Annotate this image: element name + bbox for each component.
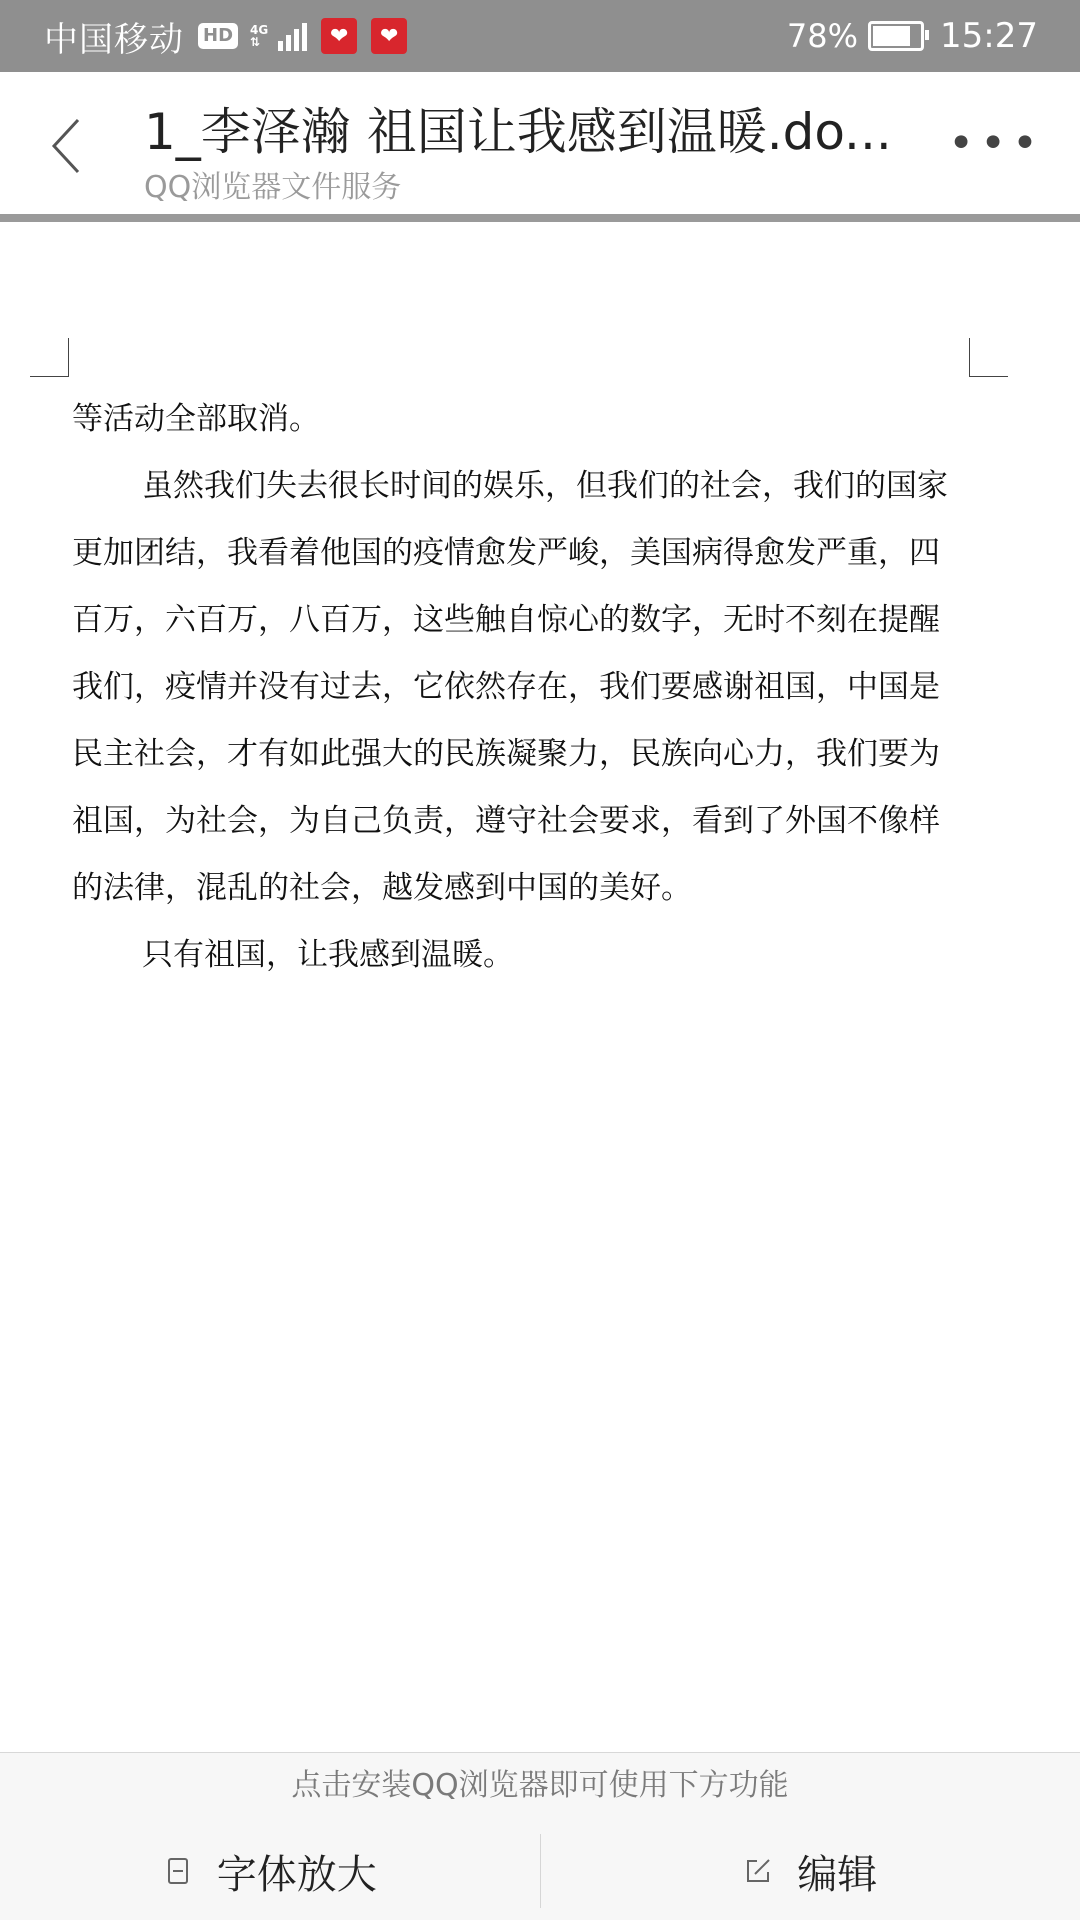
bottom-toolbar [0,1822,1080,1920]
document-viewer[interactable] [0,222,1080,1752]
install-prompt[interactable]: 点击安装QQ浏览器即可使用下方功能 [0,1752,1080,1823]
more-button[interactable] [948,118,1044,169]
data-arrows-icon: ⇅ [250,35,261,49]
header-divider [0,214,1080,222]
battery-charging-icon [868,21,924,51]
back-arrow-icon [48,116,88,176]
status-bar-left [44,0,407,72]
page-corner-mark [969,338,1008,377]
document-title: 1_李泽瀚 祖国让我感到温暖.do... [144,103,892,161]
document-source: QQ浏览器文件服务 [144,170,402,205]
font-enlarge-label: 字体放大 [216,1851,377,1898]
page-corner-mark [30,338,69,377]
edit-icon [743,1856,773,1886]
title-bar [0,72,1080,218]
back-button[interactable] [48,116,88,176]
status-bar [0,0,1080,72]
app-notification-icon: ❤ [321,18,357,54]
network-type-label: 4G [250,23,269,37]
document-paragraph: 等活动全部取消。 [72,401,320,437]
app-notification-icon: ❤ [371,18,407,54]
clock: 15:27 [940,16,1038,56]
signal-icon [278,21,307,51]
document-paragraph: 只有祖国，让我感到温暖。 [142,937,514,973]
network-type [250,24,268,48]
document-body [72,386,962,989]
more-icon: ••• [948,118,1044,169]
font-enlarge-button[interactable] [0,1822,540,1920]
edit-button[interactable] [541,1822,1080,1920]
status-bar-right [787,0,1038,72]
carrier-name: 中国移动 [44,19,184,60]
battery-percent: 78% [786,17,859,55]
hd-icon: HD [198,23,238,49]
edit-label: 编辑 [797,1851,878,1898]
document-paragraph: 虽然我们失去很长时间的娱乐，但我们的社会，我们的国家更加团结，我看着他国的疫情愈发严峻，美国病得愈发严重，四百万，六百万，八百万，这些触自惊心的数字，无时不刻在提醒我们，疫情并没有过去，它依然存在，我们要感谢祖国，中国是民主社会，才有如此强大的民族凝聚力，民族向心力，我们要为祖国，为社会，为自己负责，遵守社会要求，看到了外国不像样的法律，混乱的社会，越发感到中国的美好。 [72,468,948,906]
font-size-icon [163,1856,193,1886]
